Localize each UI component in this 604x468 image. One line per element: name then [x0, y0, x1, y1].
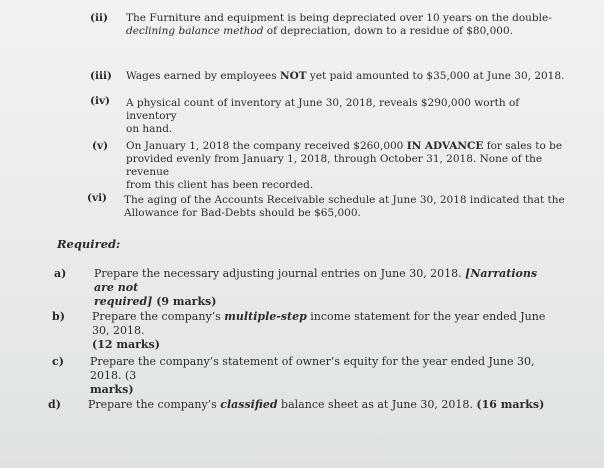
question-text-line: required] (9 marks) [94, 295, 217, 308]
item-number: (vi) [87, 192, 108, 204]
item-text-line: On January 1, 2018 the company received $260,000 IN ADVANCE for sales to be [126, 140, 563, 152]
item-number: (iv) [90, 95, 111, 107]
question-text-line: Prepare the company’s multiple-step income statement for the year ended June 30, 2018. [92, 310, 546, 337]
item-text-line: on hand. [126, 123, 173, 135]
question-text-line: marks) [90, 383, 134, 396]
question-label: b) [52, 310, 65, 323]
question-text-line: Prepare the company’s classified balance sheet as at June 30, 2018. (16 marks) [88, 398, 545, 411]
item-text-line: Allowance for Bad-Debts should be $65,000. [124, 207, 361, 219]
item-text-line: A physical count of inventory at June 30, 2018, reveals $290,000 worth of inventory [126, 97, 520, 122]
question-text-line: Prepare the company’s statement of owner’s equity for the year ended June 30, 2018. (3 [90, 355, 535, 382]
item-number: (iii) [90, 70, 112, 82]
question-label: c) [52, 355, 64, 368]
item-text-line: The Furniture and equipment is being depreciated over 10 years on the double- [126, 12, 552, 24]
item-text-line: declining balance method of depreciation, down to a residue of $80,000. [126, 25, 514, 37]
item-number: (ii) [90, 12, 108, 24]
item-text-line: The aging of the Accounts Receivable schedule at June 30, 2018 indicated that the [124, 194, 565, 206]
item-text-line: provided evenly from January 1, 2018, through October 31, 2018. None of the revenue [126, 153, 543, 178]
question-text-line: Prepare the necessary adjusting journal entries on June 30, 2018. [Narrations are not [94, 267, 538, 294]
item-number: (v) [92, 140, 109, 152]
question-text-line: (12 marks) [92, 338, 160, 351]
question-label: a) [54, 267, 67, 280]
item-text-line: Wages earned by employees NOT yet paid amounted to $35,000 at June 30, 2018. [126, 70, 565, 82]
required-heading: Required: [57, 237, 121, 251]
question-label: d) [48, 398, 61, 411]
item-text-line: from this client has been recorded. [126, 179, 314, 191]
